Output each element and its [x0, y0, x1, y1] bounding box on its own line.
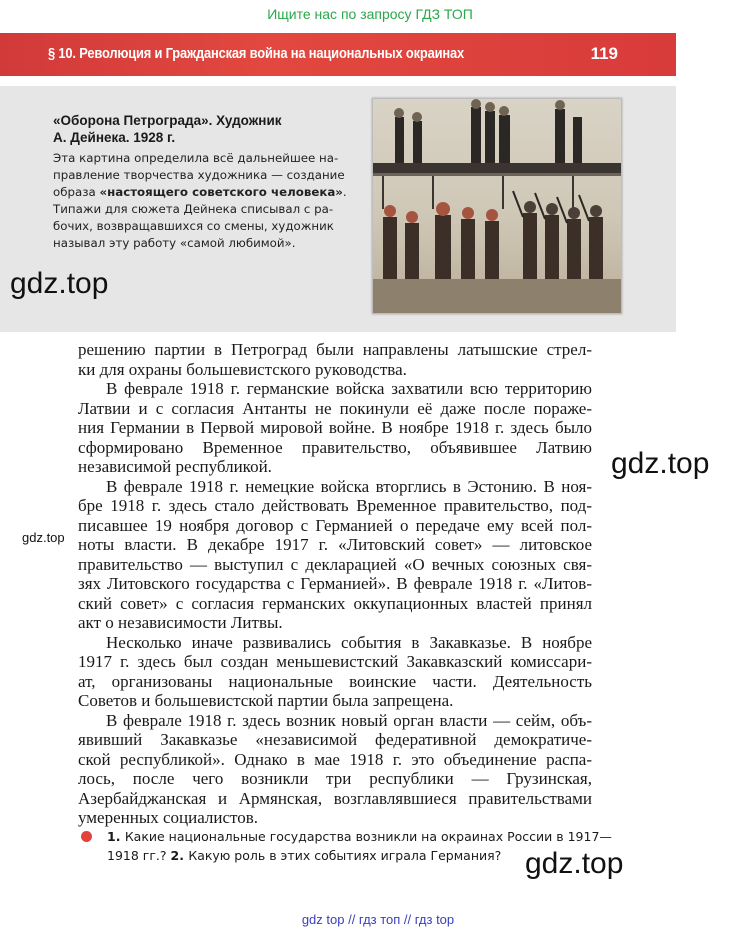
section-header-bar: [0, 33, 676, 76]
caption-line: бочих, возвращавшихся со смены, художник: [53, 219, 334, 233]
text-line: бре 1918 г. здесь стало действовать Временное правительство, под-: [78, 496, 592, 515]
painting-defense-of-petrograd: [372, 98, 622, 314]
caption-title-line: «Оборона Петрограда». Художник: [53, 113, 282, 128]
question-line: 1918 гг.? 2. Какую роль в этих событиях играла Германия?: [107, 848, 502, 863]
question-number: 2.: [170, 848, 189, 863]
text-line: зях Литовского государства с Германией». В феврале 1918 г. «Литов-: [78, 574, 592, 593]
caption-line: Эта картина определила всё дальнейшее на-: [53, 151, 339, 165]
text-line: решению партии в Петроград были направлены латышские стрел-: [78, 340, 592, 359]
caption-text: [53, 150, 353, 252]
text-line: независимой республикой.: [78, 457, 272, 476]
caption-line: образа «настоящего советского человека».: [53, 185, 347, 199]
text-line: ской республикой». Однако в мае 1918 г. это объединение распа-: [78, 749, 592, 769]
text-line: умеренных социалистов.: [78, 808, 259, 827]
caption-title-line: А. Дейнека. 1928 г.: [53, 130, 176, 145]
text-line: В феврале 1918 г. немецкие войска вторглись в Эстонию. В ноя-: [106, 476, 592, 496]
text-line: правительство — выступил с декларацией «О вечных союзных свя-: [78, 554, 592, 574]
footer-links[interactable]: gdz top // гдз топ // гдз top: [301, 912, 455, 927]
text-line: сформировано Временное правительство, объявившее Латвию: [78, 437, 592, 457]
caption-line: называл эту работу «самой любимой».: [53, 236, 296, 250]
text-line: акт о независимости Литвы.: [78, 613, 283, 632]
top-search-hint[interactable]: Ищите нас по запросу ГДЗ ТОП: [267, 6, 473, 22]
text-line: ния Германии в Первой мировой войне. В ноябре 1918 г. здесь было: [78, 418, 592, 437]
caption-bold-phrase: «настоящего советского человека»: [99, 185, 343, 199]
section-title: § 10. Революция и Гражданская война на национальных окраинах: [48, 45, 465, 62]
text-line: Азербайджанская и Армянская, возглавлявшиеся правительствами: [78, 788, 592, 808]
text-line: 1917 г. здесь был создан меньшевистский Закавказский комиссари-: [78, 652, 592, 671]
text-line: явивший Закавказье «независимой федеративной демократиче-: [78, 730, 592, 749]
text-line: лось, после чего возникли три республики — Грузинская,: [78, 769, 592, 788]
text-line: Советов и большевистской партии была запрещена.: [78, 691, 454, 710]
caption-line: правление творчества художника — создание: [53, 168, 345, 182]
text-line: ский совет» с согласия германских оккупационных властей принял: [78, 593, 592, 613]
question-number: 1.: [107, 829, 125, 844]
watermark: gdz.top: [10, 267, 109, 300]
text-line: Несколько иначе развивались события в Закавказье. В ноябре: [106, 632, 592, 652]
watermark: gdz.top: [611, 447, 710, 480]
text-line: В феврале 1918 г. германские войска захватили всю территорию: [106, 379, 592, 398]
text-line: ки для охраны большевистского руководства.: [78, 359, 407, 379]
watermark: gdz.top: [22, 530, 65, 545]
page-number: 119: [590, 44, 618, 63]
painting-image: [373, 99, 621, 313]
text-line: Латвии и с согласия Антанты не покинули её даже после пораже-: [78, 398, 592, 418]
question-bullet-icon: [81, 831, 92, 842]
review-questions: [107, 827, 612, 865]
caption-title: [53, 112, 353, 146]
watermark: gdz.top: [525, 847, 624, 880]
text-line: ноты власти. В декабре 1917 г. «Литовский совет» — литовское: [78, 535, 592, 554]
body-text: [78, 340, 592, 828]
question-line: 1. Какие национальные государства возникли на окраинах России в 1917—: [107, 829, 612, 844]
text-line: писавшее 19 ноября договор с Германией о передаче ему всей пол-: [78, 515, 592, 535]
text-line: ат, организованы национальные воинские части. Деятельность: [78, 671, 592, 691]
caption-line: Типажи для сюжета Дейнека списывал с ра-: [53, 202, 334, 216]
text-line: В феврале 1918 г. здесь возник новый орган власти — сейм, объ-: [106, 710, 592, 730]
